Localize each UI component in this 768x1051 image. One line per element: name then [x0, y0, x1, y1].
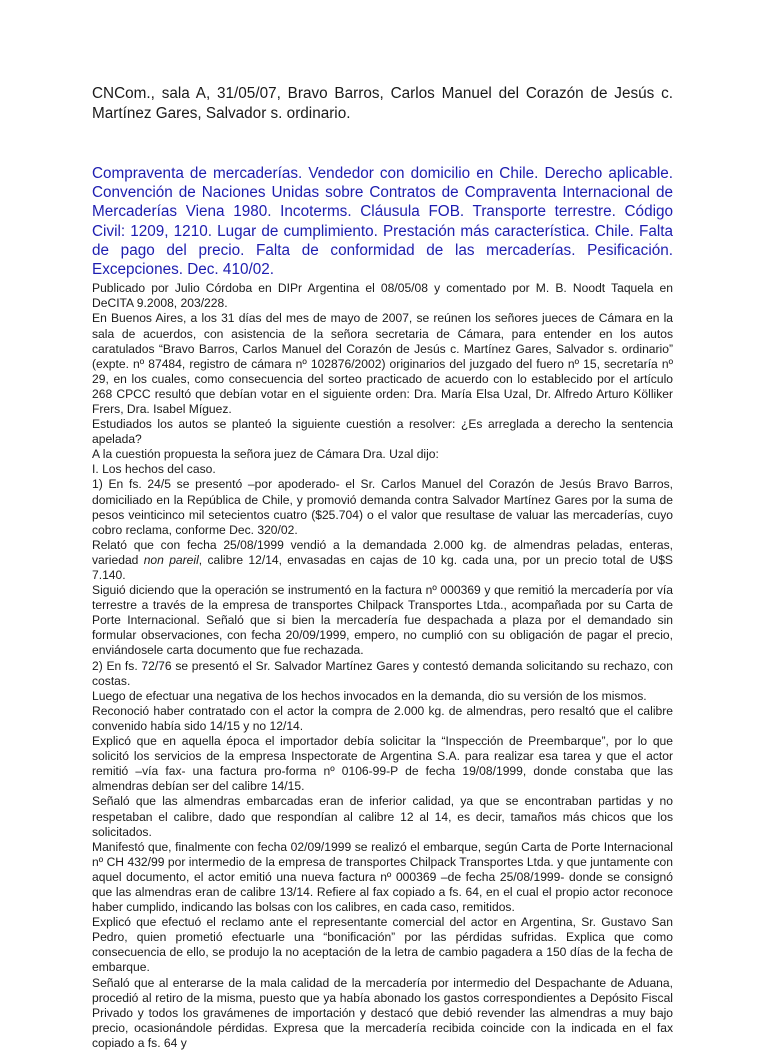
case-summary-keywords: Compraventa de mercaderías. Vendedor con domicilio en Chile. Derecho aplicable. Convención de Naciones Unidas sobre Contratos de Compraventa Internacional de Mercaderías Viena 1980. Incoterms. Cláusula FOB. Transporte terrestre. Código Civil: 1209, 1210. Lugar de cumplimiento. Prestación más característica. Chile. Falta de pago del precio. Falta de conformidad de las mercaderías. Pesificación. Excepciones. Dec. 410/02. — [92, 165, 673, 279]
paragraph: Siguió diciendo que la operación se instrumentó en la factura nº 000369 y que remitió la mercadería por vía terrestre a través de la empresa de transportes Chilpack Transportes Ltda., acompañada por su Carta de Porte Internacional. Señaló que si bien la mercadería fue despachada a plaza por el demandado sin formular observaciones, con fecha 20/09/1999, empero, no cumplió con su obligación de pagar el precio, enviándosele carta documento que fue rechazada. — [92, 583, 673, 658]
case-title: CNCom., sala A, 31/05/07, Bravo Barros, Carlos Manuel del Corazón de Jesús c. Martínez Gares, Salvador s. ordinario. — [92, 85, 673, 122]
variety-name: non pareil — [143, 552, 199, 567]
document-body — [92, 281, 673, 1051]
paragraph: Explicó que en aquella época el importador debía solicitar la “Inspección de Preembarque”, por lo que solicitó los servicios de la empresa Inspectorate de Argentina S.A. para realizar esa tarea y que el actor remitió –vía fax- una factura pro-forma nº 0106-99-P de fecha 19/08/1999, donde constaba que las almendras debían ser del calibre 14/15. — [92, 734, 673, 794]
paragraph: Manifestó que, finalmente con fecha 02/09/1999 se realizó el embarque, según Carta de Porte Internacional nº CH 432/99 por intermedio de la empresa de transportes Chilpack Transportes Ltda. y que juntamente con aquel documento, el actor emitió una nueva factura nº 000369 –de fecha 25/08/1999- donde se consignó que las almendras eran de calibre 13/14. Refiere al fax copiado a fs. 64, en el cual el propio actor reconoce haber cumplido, indicando las bolsas con los calibres, en cada caso, remitidos. — [92, 839, 673, 915]
paragraph: En Buenos Aires, a los 31 días del mes de mayo de 2007, se reúnen los señores jueces de Cámara en la sala de acuerdos, con asistencia de la señora secretaria de Cámara, para entender en los autos caratulados “Bravo Barros, Carlos Manuel del Corazón de Jesús c. Martínez Gares, Salvador s. ordinario” (expte. nº 87484, registro de cámara nº 102876/2002) originarios del juzgado del fuero nº 15, secretaría nº 29, en los cuales, como consecuencia del sorteo practicado de acuerdo con lo establecido por el artículo 268 CPCC resultó que debían votar en el siguiente orden: Dra. María Elsa Uzal, Dr. Alfredo Arturo Kölliker Frers, Dra. Isabel Míguez. — [92, 311, 673, 416]
publication-note: Publicado por Julio Córdoba en DIPr Argentina el 08/05/08 y comentado por M. B. Noodt Taquela en DeCITA 9.2008, 203/228. — [92, 281, 673, 311]
section-heading: I. Los hechos del caso. — [92, 462, 216, 477]
paragraph: Estudiados los autos se planteó la siguiente cuestión a resolver: ¿Es arreglada a derecho la sentencia apelada? — [92, 417, 673, 447]
paragraph: Reconoció haber contratado con el actor la compra de 2.000 kg. de almendras, pero resaltó que el calibre convenido había sido 14/15 y no 12/14. — [92, 703, 673, 733]
paragraph: Luego de efectuar una negativa de los hechos invocados en la demanda, dio su versión de los mismos. — [92, 688, 647, 703]
paragraph: A la cuestión propuesta la señora juez de Cámara Dra. Uzal dijo: — [92, 447, 439, 462]
paragraph: Explicó que efectuó el reclamo ante el representante comercial del actor en Argentina, Sr. Gustavo San Pedro, quien prometió efectuarle una “bonificación” por las pérdidas sufridas. Explica que como consecuencia de ello, se produjo la no aceptación de la letra de cambio pagadera a 150 días de la fecha de embarque. — [92, 915, 673, 975]
paragraph-text: Relató que con fecha 25/08/1999 vendió a la demandada 2.000 kg. de almendras peladas, enteras, variedad — [92, 537, 673, 567]
document-page — [92, 84, 673, 1051]
paragraph: 1) En fs. 24/5 se presentó –por apoderado- el Sr. Carlos Manuel del Corazón de Jesús Bravo Barros, domiciliado en la República de Chile, y promovió demanda contra Salvador Martínez Gares por la suma de pesos veinticinco mil setecientos cuatro ($25.704) o el valor que resultase de valuar las mercaderías, cuyo cobro reclama, conforme Dec. 320/02. — [92, 477, 673, 537]
paragraph-text: , calibre 12/14, envasadas en cajas de 10 kg. cada una, por un precio total de U$S 7.140. — [92, 552, 673, 582]
paragraph — [92, 538, 673, 583]
paragraph: 2) En fs. 72/76 se presentó el Sr. Salvador Martínez Gares y contestó demanda solicitando su rechazo, con costas. — [92, 658, 673, 688]
paragraph: Señaló que las almendras embarcadas eran de inferior calidad, ya que se encontraban partidas y no respetaban el calibre, dado que respondían al calibre 12 al 14, es decir, tamaños más chicos que los solicitados. — [92, 794, 673, 839]
paragraph: Señaló que al enterarse de la mala calidad de la mercadería por intermedio del Despachante de Aduana, procedió al retiro de la misma, puesto que ya había abonado los gastos correspondientes a Depósito Fiscal Privado y todos los gravámenes de importación y destacó que debió revender las almendras a muy bajo precio, ocasionándole pérdidas. Expresa que la mercadería recibida coincide con la indicada en el fax copiado a fs. 64 y — [92, 975, 673, 1050]
